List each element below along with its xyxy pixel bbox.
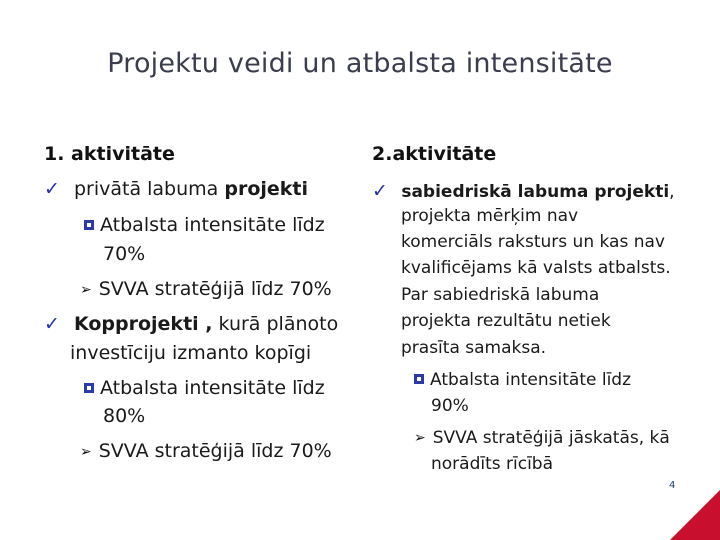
right-bullet-public xyxy=(372,180,675,202)
left-bullet-joint xyxy=(44,313,338,335)
arrow-bullet-icon: ➢ xyxy=(414,430,426,446)
left-sub1-line1: Atbalsta intensitāte līdz xyxy=(100,214,325,236)
left-sub3 xyxy=(84,377,325,399)
right-sub1-line2: 90% xyxy=(431,396,469,416)
slide-title: Projektu veidi un atbalsta intensitāte xyxy=(107,48,613,79)
left-sub2 xyxy=(80,278,332,300)
arrow-bullet-icon: ➢ xyxy=(80,282,92,298)
left-heading: 1. aktivitāte xyxy=(44,143,175,165)
left-sub3-line1: Atbalsta intensitāte līdz xyxy=(100,377,325,399)
checkmark-icon: ✓ xyxy=(44,178,60,200)
corner-decoration xyxy=(670,490,720,540)
right-sub2 xyxy=(414,428,670,448)
right-line-5: projekta rezultātu netiek xyxy=(401,311,611,331)
right-sub2-line1: SVVA stratēģijā jāskatās, kā xyxy=(432,428,670,448)
right-line-2: komerciāls raksturs un kas nav xyxy=(401,232,665,252)
left-sub1 xyxy=(84,214,325,236)
square-bullet-icon xyxy=(84,220,94,230)
checkmark-icon: ✓ xyxy=(372,180,388,202)
left-bullet1-bold: projekti xyxy=(224,178,309,200)
left-bullet1-text: privātā labuma xyxy=(73,178,225,200)
page-number: 4 xyxy=(669,480,676,491)
right-heading: 2.aktivitāte xyxy=(372,143,497,165)
right-sub2-line2: norādīts rīcībā xyxy=(431,454,554,474)
right-bullet-tail: , xyxy=(669,182,675,202)
left-bullet2-bold: Kopprojekti , xyxy=(73,313,213,335)
left-bullet-private xyxy=(44,178,308,200)
right-bullet-bold: sabiedriskā labuma projekti xyxy=(401,182,670,202)
checkmark-icon: ✓ xyxy=(44,313,60,335)
right-sub1 xyxy=(414,370,631,390)
left-sub3-line2: 80% xyxy=(103,405,146,427)
right-sub1-line1: Atbalsta intensitāte līdz xyxy=(430,370,632,390)
left-sub4 xyxy=(80,440,332,462)
square-bullet-icon xyxy=(414,374,424,384)
arrow-bullet-icon: ➢ xyxy=(80,444,92,460)
left-bullet2-rest: kurā plānoto xyxy=(212,313,339,335)
left-bullet2-line2: investīciju izmanto kopīgi xyxy=(70,342,312,364)
square-bullet-icon xyxy=(84,383,94,393)
left-sub2-text: SVVA stratēģijā līdz 70% xyxy=(98,278,332,300)
right-line-1: projekta mērķim nav xyxy=(401,206,579,226)
right-line-4: Par sabiedriskā labuma xyxy=(401,285,600,305)
left-sub4-text: SVVA stratēģijā līdz 70% xyxy=(98,440,332,462)
left-sub1-line2: 70% xyxy=(103,243,146,265)
right-line-6: prasīta samaksa. xyxy=(401,338,547,358)
right-line-3: kvalificējams kā valsts atbalsts. xyxy=(401,258,671,278)
